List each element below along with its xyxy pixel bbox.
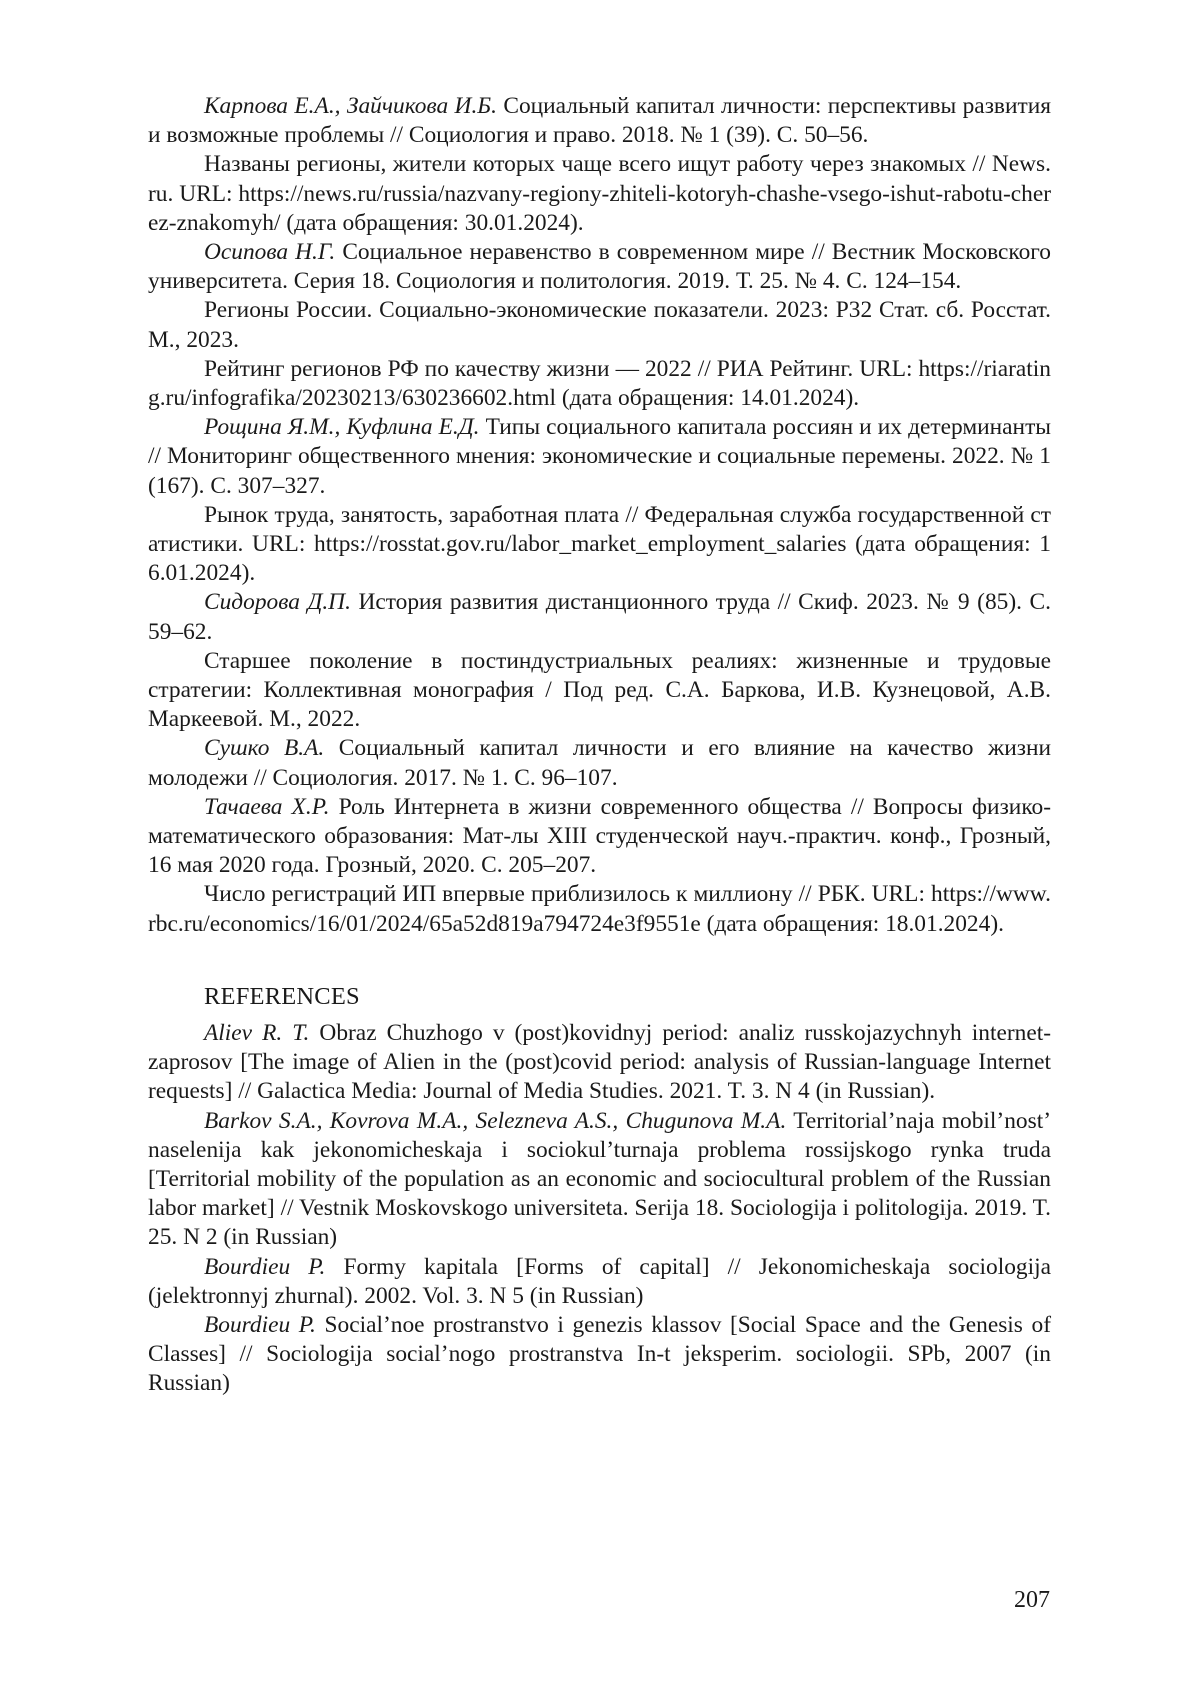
- reference-author: Сушко В.А.: [204, 735, 324, 761]
- reference-entry: [148, 92, 1051, 150]
- references-heading: REFERENCES: [148, 979, 1051, 1015]
- reference-author: Тачаева Х.Р.: [204, 794, 330, 820]
- reference-entry: [148, 1253, 1051, 1311]
- reference-text: Formy kapitala [Forms of capital] // Jekonomicheskaja sociologija (jelektronnyj zhurnal). 2002. Vol. 3. N 5 (in Russian): [148, 1254, 1051, 1309]
- reference-author: Bourdieu P.: [204, 1254, 325, 1280]
- reference-entry: [148, 501, 1051, 589]
- reference-text: Obraz Chuzhogo v (post)kovidnyj period: analiz russkojazychnyh internet-zaprosov [The image of Alien in the (post)covid period: analysis of Russian-language Internet requests] // Galactica Media: Journal of Media Studies. 2021. T. 3. N 4 (in Russian).: [148, 1020, 1051, 1104]
- reference-text: Рынок труда, занятость, заработная плата // Федеральная служба государственной статистики. URL: https://rosstat.gov.ru/labor_market_employment_salaries (дата обращения: 16.01.2024).: [148, 502, 1051, 586]
- page-number: 207: [1014, 1585, 1050, 1615]
- reference-author: Bourdieu P.: [204, 1312, 316, 1338]
- reference-author: Карпова Е.А., Зайчикова И.Б.: [204, 93, 497, 119]
- reference-author: Осипова Н.Г.: [204, 239, 335, 265]
- reference-text: История развития дистанционного труда // Скиф. 2023. № 9 (85). С. 59–62.: [148, 589, 1051, 644]
- reference-entry: [148, 880, 1051, 938]
- reference-entry: [148, 355, 1051, 413]
- reference-entry: [148, 1311, 1051, 1399]
- reference-text: Названы регионы, жители которых чаще всего ищут работу через знакомых // News.ru. URL: https://news.ru/russia/nazvany-regiony-zhiteli-kotoryh-chashe-vsego-ishut-rabotu-cherez-znakomyh/ (дата обращения: 30.01.2024).: [148, 151, 1051, 235]
- reference-author: Рощина Я.М., Куфлина Е.Д.: [204, 414, 479, 440]
- reference-entry: [148, 413, 1051, 501]
- reference-entry: [148, 588, 1051, 646]
- reference-text: Типы социального капитала россиян и их детерминанты // Мониторинг общественного мнения: экономические и социальные перемены. 2022. № 1 (167). С. 307–327.: [148, 414, 1051, 498]
- reference-text: Social’noe prostranstvo i genezis klassov [Social Space and the Genesis of Classes] // Sociologija social’nogo prostranstva In-t jeksperim. sociologii. SPb, 2007 (in Russian): [148, 1312, 1051, 1396]
- reference-entry: [148, 793, 1051, 881]
- reference-text: Роль Интернета в жизни современного общества // Вопросы физико-математического образования: Мат-лы XIII студенческой науч.-практич. конф., Грозный, 16 мая 2020 года. Грозный, 2020. С. 205–207.: [148, 794, 1051, 878]
- reference-text: Социальный капитал личности и его влияние на качество жизни молодежи // Социология. 2017. № 1. С. 96–107.: [148, 735, 1051, 790]
- reference-author: Barkov S.A., Kovrova M.A., Selezneva A.S., Chugunova M.A.: [204, 1108, 786, 1134]
- reference-entry: [148, 734, 1051, 792]
- page-body: [148, 92, 1051, 1399]
- reference-text: Социальное неравенство в современном мире // Вестник Московского университета. Серия 18. Социология и политология. 2019. Т. 25. № 4. С. 124–154.: [148, 239, 1051, 294]
- reference-text: Territorial’naja mobil’nost’ naselenija kak jekonomicheskaja i sociokul’turnaja problema rossijskogo rynka truda [Territorial mobility of the population as an economic and sociocultural problem of the Russian labor market] // Vestnik Moskovskogo universiteta. Serija 18. Sociologija i politologija. 2019. T. 25. N 2 (in Russian): [148, 1108, 1051, 1251]
- english-reference-list: [148, 1019, 1051, 1399]
- reference-author: Aliev R. T.: [204, 1020, 309, 1046]
- reference-entry: [148, 296, 1051, 354]
- reference-entry: [148, 1019, 1051, 1107]
- reference-entry: [148, 238, 1051, 296]
- reference-text: Социальный капитал личности: перспективы развития и возможные проблемы // Социология и право. 2018. № 1 (39). С. 50–56.: [148, 93, 1051, 148]
- russian-reference-list: [148, 92, 1051, 939]
- reference-author: Сидорова Д.П.: [204, 589, 351, 615]
- reference-entry: [148, 647, 1051, 735]
- reference-text: Старшее поколение в постиндустриальных реалиях: жизненные и трудовые стратегии: Коллективная монография / Под ред. С.А. Баркова, И.В. Кузнецовой, А.В. Маркеевой. М., 2022.: [148, 648, 1051, 732]
- reference-text: Рейтинг регионов РФ по качеству жизни — 2022 // РИА Рейтинг. URL: https://riarating.ru/infografika/20230213/630236602.html (дата обращения: 14.01.2024).: [148, 356, 1051, 411]
- reference-text: Регионы России. Социально-экономические показатели. 2023: Р32 Стат. сб. Росстат. М., 2023.: [148, 297, 1051, 352]
- reference-entry: [148, 1107, 1051, 1253]
- reference-text: Число регистраций ИП впервые приблизилось к миллиону // РБК. URL: https://www.rbc.ru/economics/16/01/2024/65a52d819a794724e3f9551e (дата обращения: 18.01.2024).: [148, 881, 1051, 936]
- reference-entry: [148, 150, 1051, 238]
